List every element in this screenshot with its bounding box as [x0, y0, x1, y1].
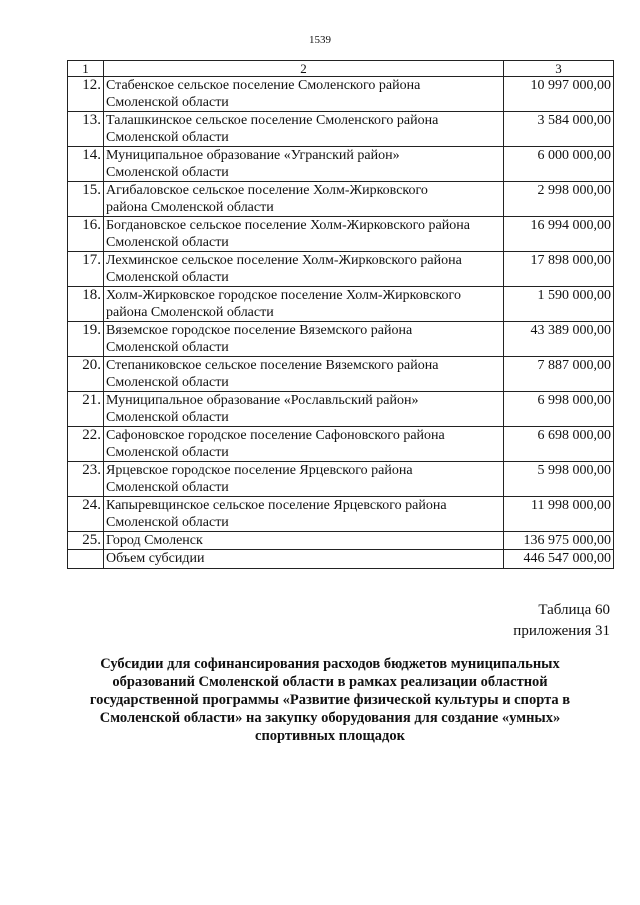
total-label: Объем субсидии [104, 550, 504, 569]
total-amount: 446 547 000,00 [504, 550, 614, 569]
section-title-line: образований Смоленской области в рамках реализации областной [112, 674, 548, 690]
table-row-city [68, 532, 614, 550]
table-row [68, 217, 614, 252]
municipality-name-line: Смоленской области [106, 445, 229, 460]
municipality-name-line: Холм-Жирковское городское поселение Холм-Жирковского [106, 288, 461, 303]
page-number: 1539 [309, 34, 331, 46]
municipality-name [104, 392, 504, 427]
section-title-line: спортивных площадок [255, 728, 405, 744]
municipality-name [104, 252, 504, 287]
municipality-name-line: Степаниковское сельское поселение Вяземского района [106, 358, 439, 373]
table-row [68, 497, 614, 532]
section-title-line: Субсидии для софинансирования расходов бюджетов муниципальных [100, 656, 560, 672]
municipality-name [104, 147, 504, 182]
municipality-name-line: Смоленской области [106, 95, 229, 110]
municipality-name [104, 427, 504, 462]
table-row [68, 427, 614, 462]
subsidy-amount: 136 975 000,00 [504, 532, 614, 550]
municipality-name-line: Стабенское сельское поселение Смоленского района [106, 78, 421, 93]
column-header: 1 [68, 61, 104, 77]
row-number: 18. [68, 287, 104, 322]
subsidy-amount: 7 887 000,00 [504, 357, 614, 392]
municipality-name [104, 77, 504, 112]
municipality-name-line: Богдановское сельское поселение Холм-Жирковского района [106, 218, 470, 233]
row-number: 16. [68, 217, 104, 252]
table-caption [513, 600, 610, 642]
subsidy-amount: 11 998 000,00 [504, 497, 614, 532]
municipality-name [104, 322, 504, 357]
municipality-name-line: Ярцевское городское поселение Ярцевского района [106, 463, 413, 478]
municipality-name-line: Вяземское городское поселение Вяземского района [106, 323, 413, 338]
municipality-name [104, 112, 504, 147]
municipality-name-line: Смоленской области [106, 410, 229, 425]
municipality-name-line: Смоленской области [106, 515, 229, 530]
row-number: 25. [68, 532, 104, 550]
municipality-name-line: Сафоновское городское поселение Сафоновского района [106, 428, 445, 443]
table-row [68, 147, 614, 182]
municipality-name-line: Смоленской области [106, 375, 229, 390]
table-body [68, 61, 614, 569]
table-header-row [68, 61, 614, 77]
subsidy-amount: 43 389 000,00 [504, 322, 614, 357]
municipality-name: Город Смоленск [104, 532, 504, 550]
column-header: 3 [504, 61, 614, 77]
section-title-line: государственной программы «Развитие физической культуры и спорта в [89, 692, 571, 708]
table-row-total [68, 550, 614, 569]
subsidy-amount: 17 898 000,00 [504, 252, 614, 287]
column-header: 2 [104, 61, 504, 77]
municipality-name-line: Смоленской области [106, 270, 229, 285]
municipality-name [104, 497, 504, 532]
table-row [68, 322, 614, 357]
municipality-name-line: Смоленской области [106, 340, 229, 355]
row-number: 24. [68, 497, 104, 532]
municipality-name-line: Смоленской области [106, 130, 229, 145]
row-number: 13. [68, 112, 104, 147]
subsidy-amount: 6 698 000,00 [504, 427, 614, 462]
municipality-name-line: района Смоленской области [106, 200, 274, 215]
municipality-name-line: Капыревщинское сельское поселение Ярцевского района [106, 498, 447, 513]
subsidy-amount: 5 998 000,00 [504, 462, 614, 497]
table-label: Таблица 60 [538, 602, 610, 618]
table-row [68, 77, 614, 112]
row-number: 15. [68, 182, 104, 217]
subsidy-amount: 16 994 000,00 [504, 217, 614, 252]
municipality-name-line: Смоленской области [106, 165, 229, 180]
appendix-label: приложения 31 [513, 623, 610, 639]
section-title [70, 655, 590, 745]
row-number: 23. [68, 462, 104, 497]
table-row [68, 182, 614, 217]
municipality-name [104, 182, 504, 217]
municipality-name-line: Талашкинское сельское поселение Смоленского района [106, 113, 439, 128]
table-row [68, 252, 614, 287]
table-row [68, 462, 614, 497]
subsidy-amount: 6 998 000,00 [504, 392, 614, 427]
subsidy-amount: 10 997 000,00 [504, 77, 614, 112]
municipality-name-line: Смоленской области [106, 480, 229, 495]
municipality-name [104, 217, 504, 252]
subsidy-amount: 2 998 000,00 [504, 182, 614, 217]
municipality-name [104, 357, 504, 392]
table-row [68, 112, 614, 147]
table-row [68, 287, 614, 322]
municipality-name-line: Агибаловское сельское поселение Холм-Жирковского [106, 183, 428, 198]
row-number: 14. [68, 147, 104, 182]
municipality-name-line: Муниципальное образование «Рославльский район» [106, 393, 419, 408]
row-number: 19. [68, 322, 104, 357]
table-row [68, 392, 614, 427]
table-row [68, 357, 614, 392]
subsidy-table [67, 60, 614, 569]
row-number: 21. [68, 392, 104, 427]
row-number-empty [68, 550, 104, 569]
subsidy-amount: 3 584 000,00 [504, 112, 614, 147]
municipality-name-line: Лехминское сельское поселение Холм-Жирковского района [106, 253, 462, 268]
municipality-name-line: Муниципальное образование «Угранский район» [106, 148, 400, 163]
municipality-name-line: района Смоленской области [106, 305, 274, 320]
section-title-line: Смоленской области» на закупку оборудования для создание «умных» [99, 710, 561, 726]
municipality-name-line: Смоленской области [106, 235, 229, 250]
row-number: 17. [68, 252, 104, 287]
subsidy-amount: 6 000 000,00 [504, 147, 614, 182]
row-number: 20. [68, 357, 104, 392]
row-number: 12. [68, 77, 104, 112]
row-number: 22. [68, 427, 104, 462]
municipality-name [104, 462, 504, 497]
municipality-name [104, 287, 504, 322]
subsidy-amount: 1 590 000,00 [504, 287, 614, 322]
